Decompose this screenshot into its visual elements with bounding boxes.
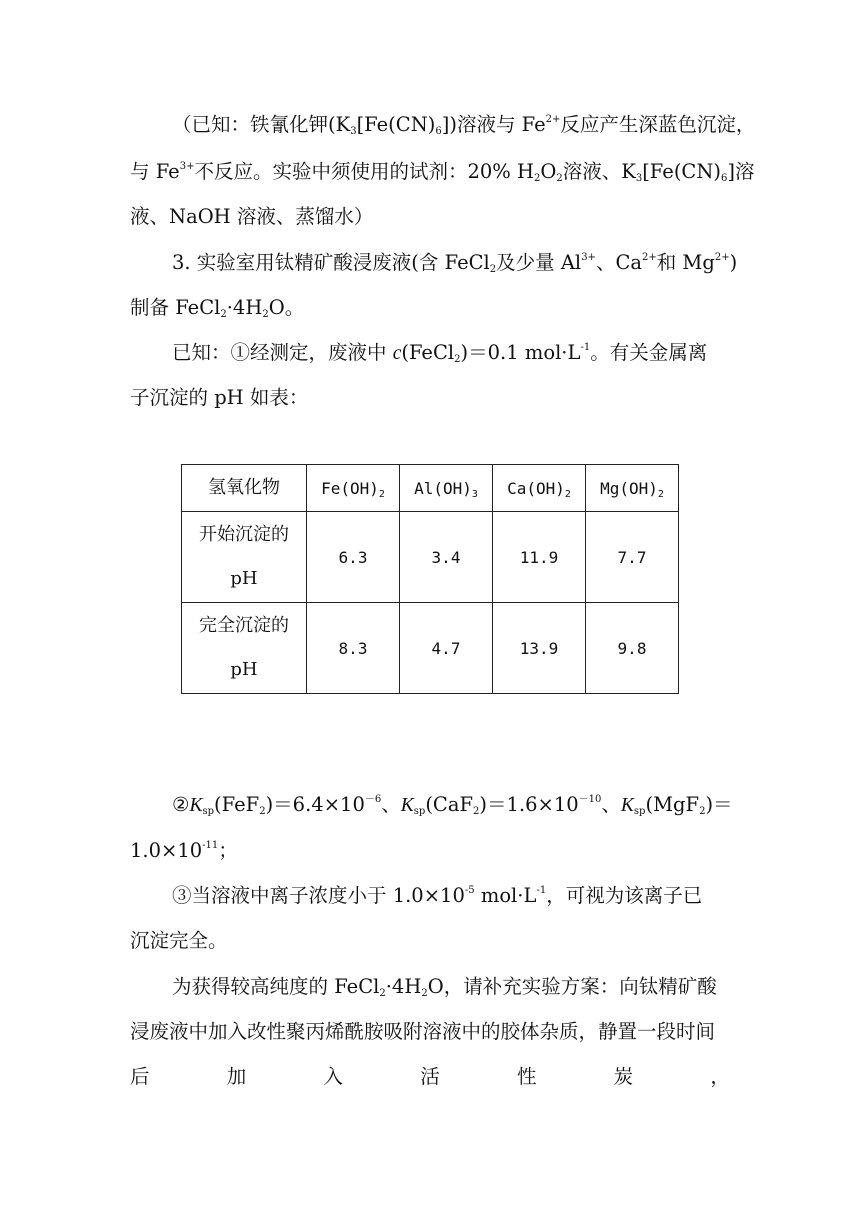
table-cell: 9.8 [586,603,679,694]
known-note-line-3: 液、NaOH 溶液、蒸馏水） [130,205,374,228]
row-label-start-ph: 开始沉淀的 pH [182,512,307,603]
table-row [182,512,679,603]
known-1-line-2: 子沉淀的 pH 如表： [130,386,309,409]
known-3-line: ③当溶液中离子浓度小于 $1.0\times 10^{-5}$ $mol\cdot L^{-1}$，可视为该离子已 [172,884,703,907]
known-note-line-1: （已知：铁氰化钾$(K_3[Fe(CN)_6])$溶液与 $Fe^{2+}$反应产生深蓝色沉淀， [172,113,756,137]
known-3-line-2: 沉淀完全。 [130,929,228,952]
known-2-line-2: $1.0\times 10^{-11}$； [130,839,238,862]
question-3-line-1: 3. 实验室用钛精矿酸浸废液(含 FeCl$_2$及少量 $Al^{3+}$、$Ca^{2+}$和 $Mg^{2+}$) [172,251,738,275]
table-cell: 4.7 [400,603,493,694]
table-header-row [182,465,679,512]
table-cell: 6.3 [307,512,400,603]
known-note-line-2: 与 $Fe^{3+}$不反应。实验中须使用的试剂：20% $H_2O_2$溶液、$K_3[Fe(CN)_6]$溶 [130,160,755,184]
header-fe-oh-2: $Fe(OH)_2$ [307,465,400,512]
question-3-line-2: 制备 $FeCl_2\cdot 4H_2O$。 [130,296,305,320]
plan-line-1: 为获得较高纯度的 $FeCl_2\cdot 4H_2O$，请补充实验方案：向钛精矿酸 [172,975,717,999]
plan-line-3: 后 加 入 活 性 炭 ， [130,1065,730,1088]
header-mg-oh-2: $Mg(OH)_2$ [586,465,679,512]
header-ca-oh-2: $Ca(OH)_2$ [493,465,586,512]
header-al-oh-3: $Al(OH)_3$ [400,465,493,512]
table-cell: 7.7 [586,512,679,603]
table-row [182,603,679,694]
row-label-complete-ph: 完全沉淀的 pH [182,603,307,694]
table-cell: 13.9 [493,603,586,694]
plan-line-2: 浸废液中加入改性聚丙烯酰胺吸附溶液中的胶体杂质，静置一段时间 [130,1020,716,1043]
table-cell: 3.4 [400,512,493,603]
table-cell: 8.3 [307,603,400,694]
table-cell: 11.9 [493,512,586,603]
known-2-line: $②K_{sp}(FeF_2)=6.4\times 10^{-6}$、 $K_{sp}(CaF_2)=1.6\times 10^{-10}$、 $K_{sp}(MgF_2)=$ [172,793,733,817]
precipitation-ph-table [181,464,679,694]
known-1-line: 已知：①经测定，废液中 c(FeCl$_2$)＝0.1 $mol\cdot L^{-1}$。有关金属离 [172,341,708,365]
header-hydroxide: 氢氧化物 [182,465,307,512]
